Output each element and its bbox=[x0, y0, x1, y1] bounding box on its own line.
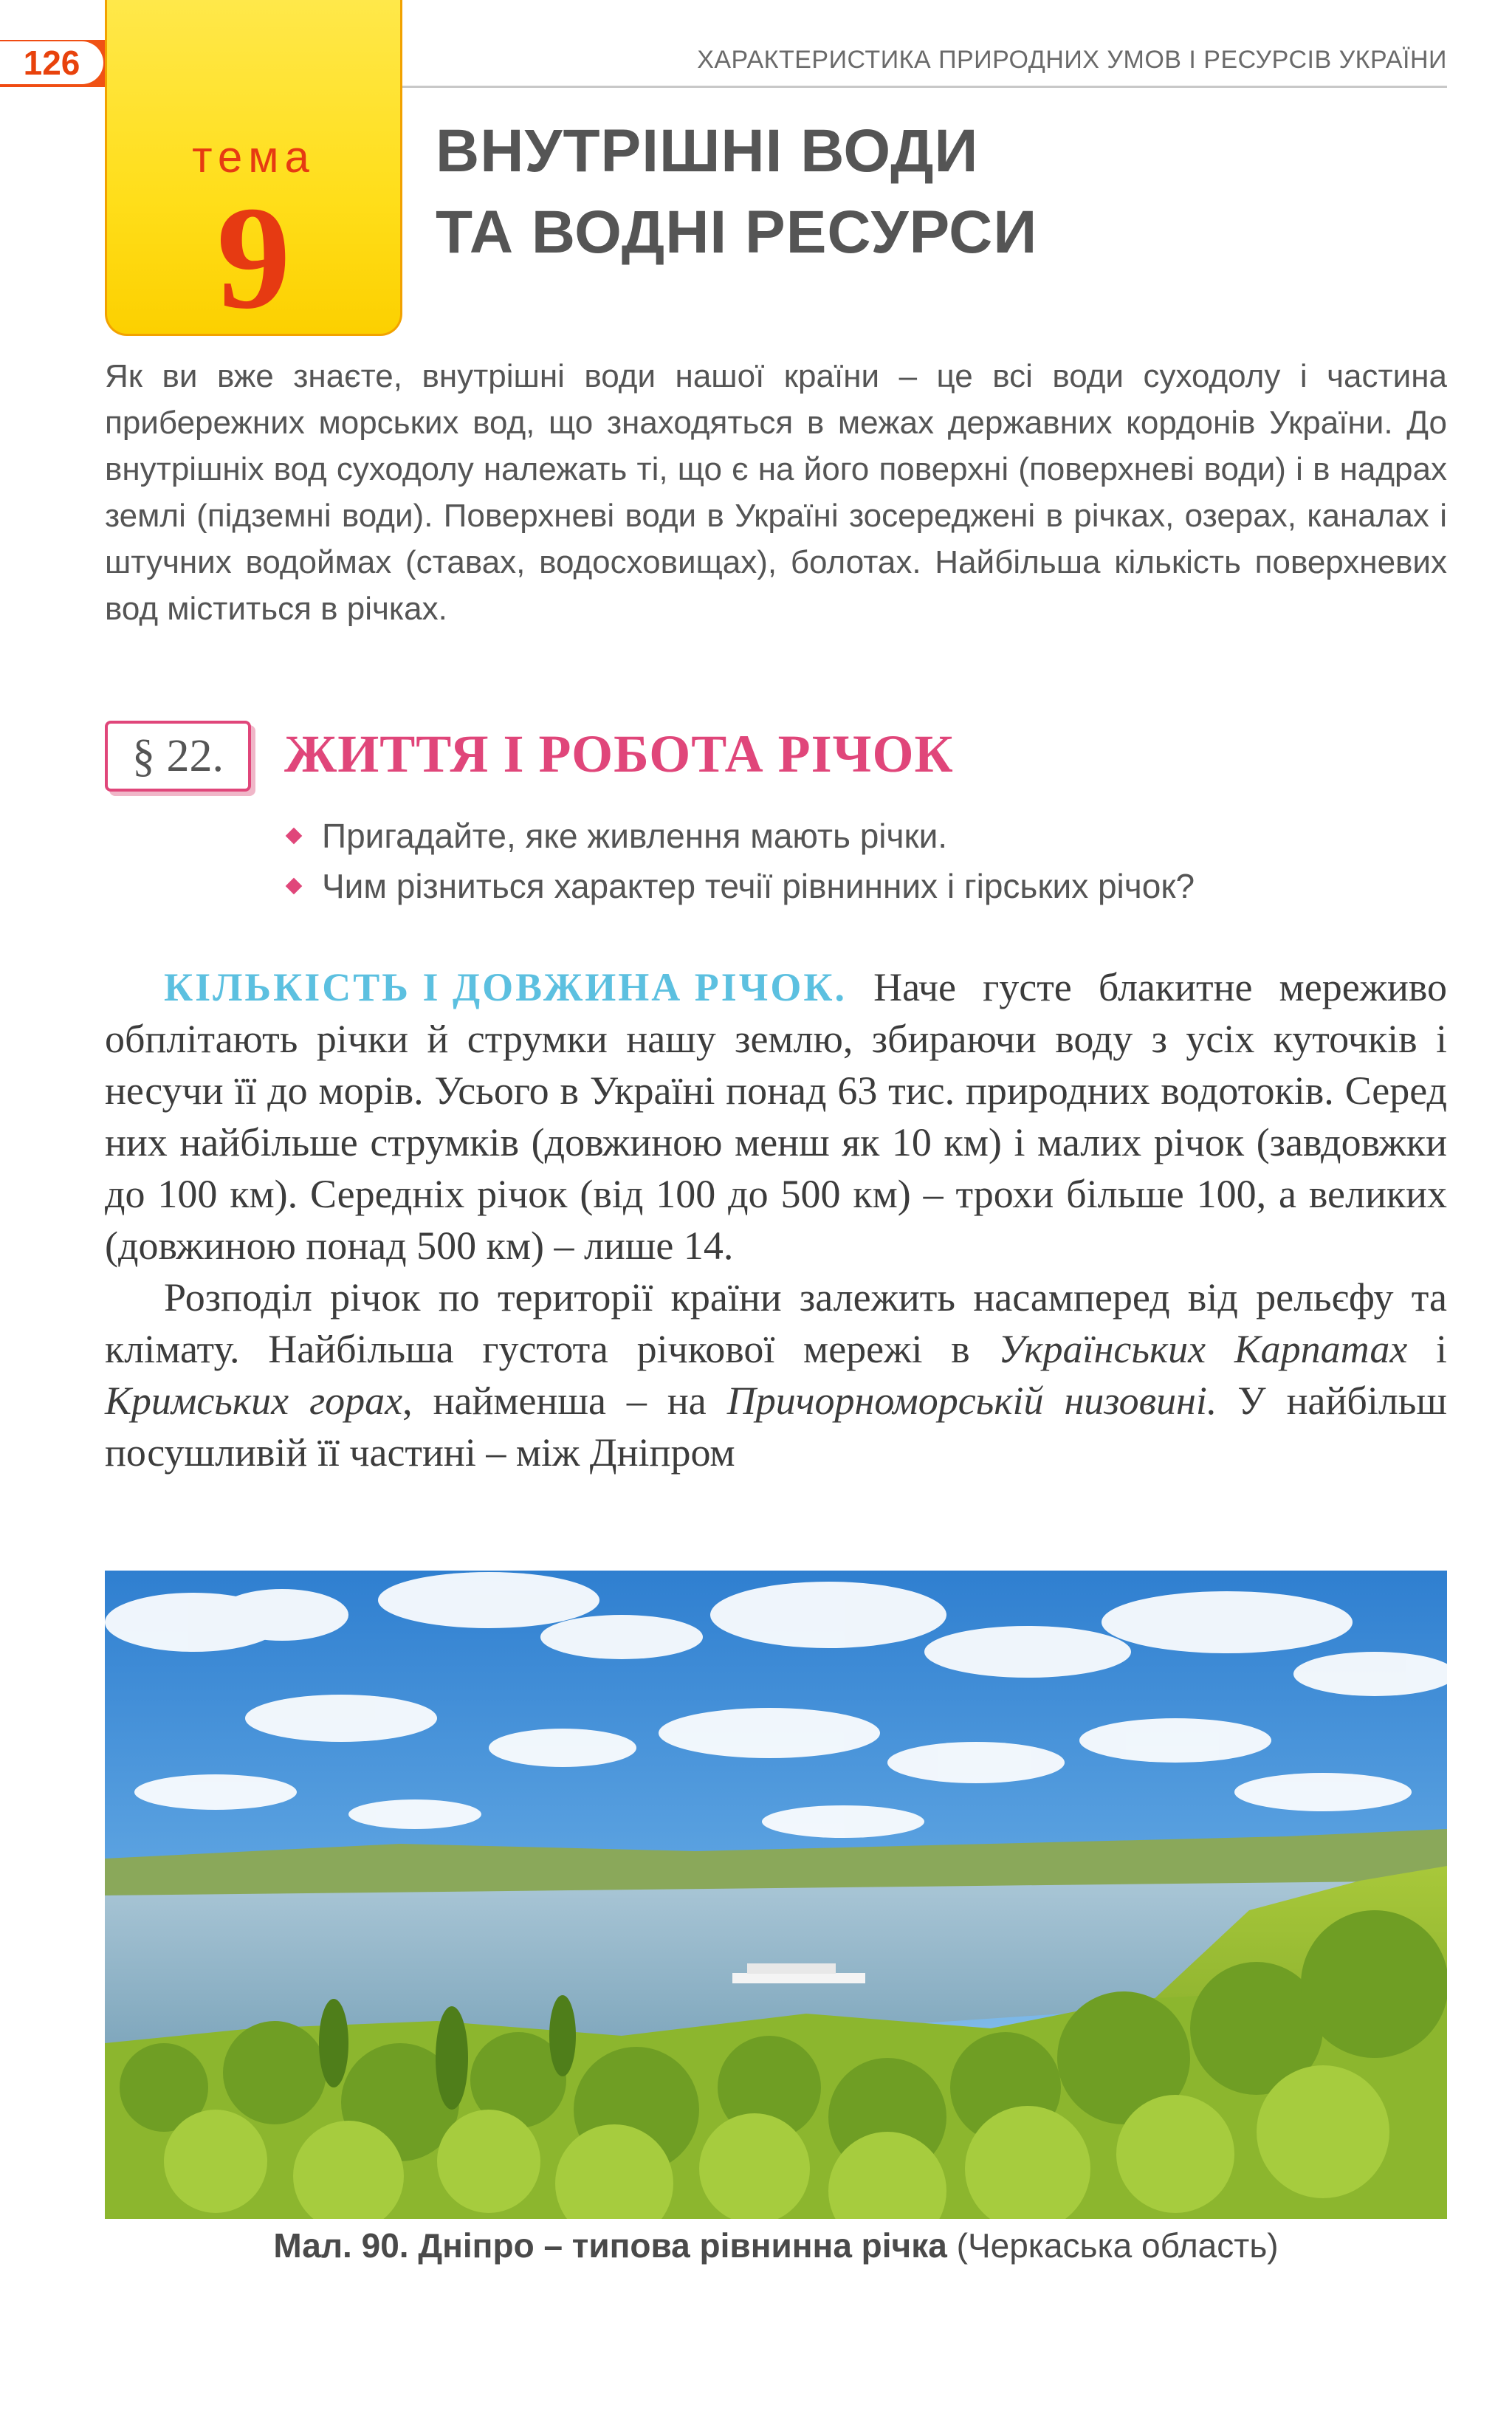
body-text: і bbox=[1407, 1327, 1447, 1371]
page-number: 126 bbox=[0, 41, 103, 84]
question-text: Пригадайте, яке живлення мають річки. bbox=[322, 817, 948, 855]
body-paragraph-1 bbox=[105, 961, 1447, 1272]
review-questions bbox=[288, 811, 1195, 911]
diamond-bullet-icon bbox=[286, 828, 303, 845]
body-text: Наче густе блакитне мереживо обплітають річки й струмки нашу землю, збираючи воду з усіх куточків і несучи її до морів. Усього в Україні понад 63 тис. природних водотоків. Серед них найбільше струмків (довжиною менш як 10 км) і малих річок (завдовжки до 100 км). Середніх річок (від 100 до 500 км) – трохи більше 100, а великих (довжиною понад 500 км) – лише 14. bbox=[105, 965, 1447, 1268]
dnipro-river-photo bbox=[105, 1571, 1447, 2219]
body-text: , найменша – на bbox=[402, 1379, 727, 1423]
topic-box bbox=[105, 0, 402, 340]
topic-title bbox=[436, 111, 1395, 273]
question-item bbox=[288, 811, 1195, 861]
body-text: Розподіл річок по території країни залежить насамперед від рельєфу та клімату. Найбільша густота річкової мережі в bbox=[105, 1275, 1447, 1371]
place-name: Причорноморській низовині. bbox=[726, 1379, 1217, 1423]
diamond-bullet-icon bbox=[286, 878, 303, 895]
paragraph-title: ЖИТТЯ І РОБОТА РІЧОК bbox=[284, 724, 954, 783]
running-head: ХАРАКТЕРИСТИКА ПРИРОДНИХ УМОВ І РЕСУРСІВ УКРАЇНИ bbox=[697, 46, 1447, 74]
river-landscape-illustration bbox=[105, 1571, 1447, 2219]
header-rule bbox=[402, 86, 1447, 88]
paragraph-number-badge: § 22. bbox=[105, 721, 251, 792]
body-text: У найбільш посушливій її частині – між Дніпром bbox=[105, 1379, 1447, 1475]
main-text bbox=[105, 961, 1447, 1478]
lead-in-heading: КІЛЬКІСТЬ І ДОВЖИНА РІЧОК. bbox=[164, 965, 848, 1009]
question-text: Чим різниться характер течії рівнинних і гірських річок? bbox=[322, 867, 1195, 905]
intro-paragraph: Як ви вже знаєте, внутрішні води нашої країни – це всі води суходолу і частина прибережних морських вод, що знаходяться в межах державних кордонів України. До внутрішніх вод суходолу належать ті, що є на його поверхні (поверхневі води) і в надрах землі (підземні води). Поверхневі води в Україні зосереджені в річках, озерах, каналах і штучних водоймах (ставах, водосховищах), болотах. Найбільша кількість поверхневих вод міститься в річках. bbox=[105, 358, 1447, 627]
topic-label: тема bbox=[192, 132, 315, 182]
place-name: Кримських горах bbox=[105, 1379, 403, 1423]
topic-number: 9 bbox=[216, 176, 291, 340]
body-paragraph-2 bbox=[105, 1272, 1447, 1478]
topic-title-line2: ТА ВОДНІ РЕСУРСИ bbox=[436, 199, 1038, 266]
figure-caption bbox=[105, 2226, 1447, 2265]
topic-title-line1: ВНУТРІШНІ ВОДИ bbox=[436, 117, 979, 185]
place-name: Українських Карпатах bbox=[998, 1327, 1408, 1371]
figure-caption-location: (Черкаська область) bbox=[946, 2226, 1279, 2265]
figure-caption-title: Мал. 90. Дніпро – типова рівнинна річка bbox=[273, 2226, 947, 2265]
question-item bbox=[288, 861, 1195, 911]
